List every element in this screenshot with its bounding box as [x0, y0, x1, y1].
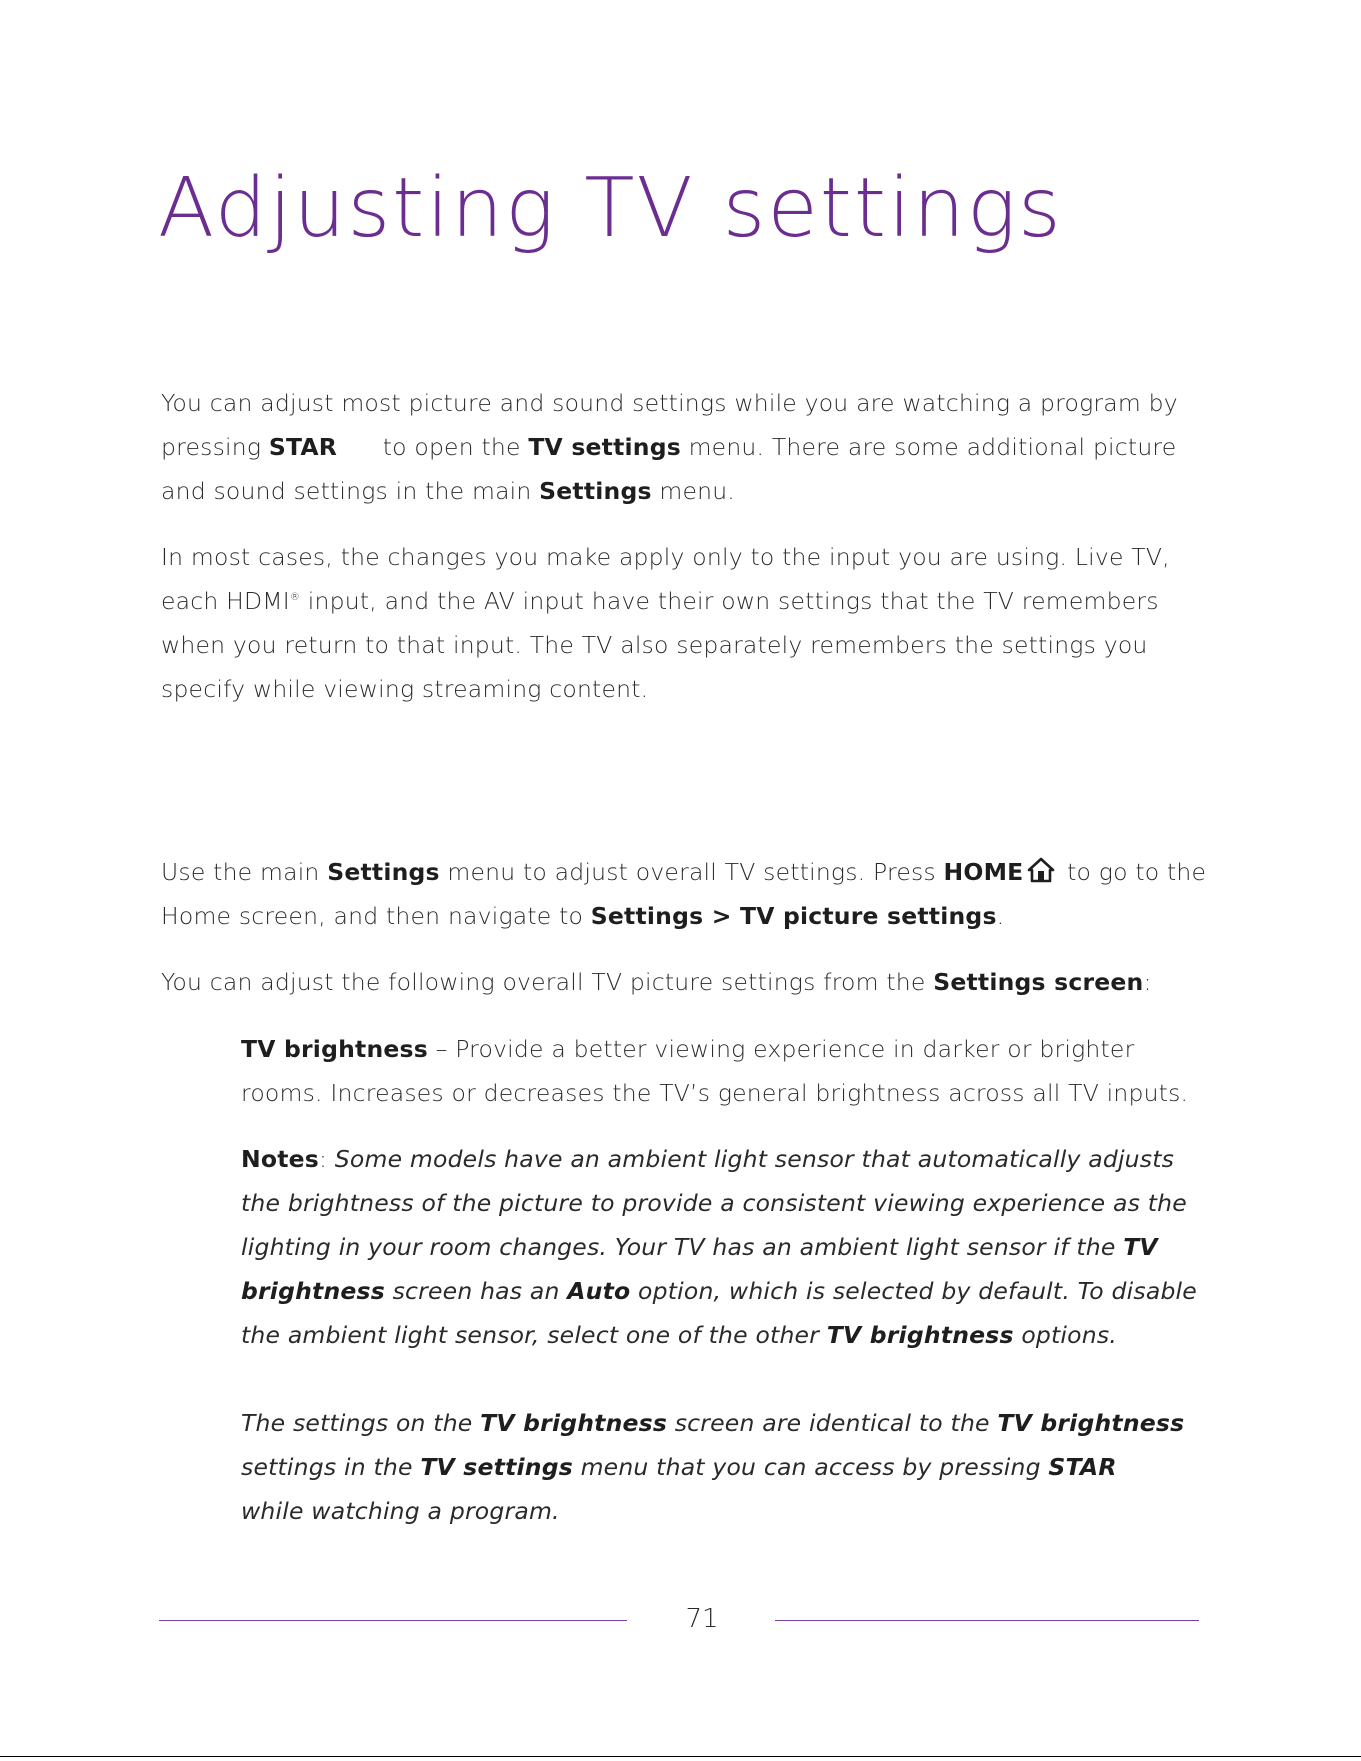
main-settings-paragraph-2: You can adjust the following overall TV picture settings from the Settings screen: — [161, 968, 1152, 996]
intro-section — [161, 381, 1211, 733]
notes-continuation — [241, 1401, 1201, 1555]
brightness-term: TV brightness — [241, 1035, 428, 1063]
intro-paragraph-2: In most cases, the changes you make apply only to the input you are using. Live TV, each HDMI® input, and the AV input have their own settings that the TV remembers when you return to that input. The TV also separately remembers the settings you specify while viewing streaming content. — [161, 543, 1170, 703]
main-settings-paragraph-1: Use the main Settings menu to adjust overall TV settings. Press HOME to go to the Home screen, and then navigate to Settings > TV picture settings. — [161, 858, 1207, 930]
star-key-label: STAR — [1048, 1453, 1117, 1481]
settings-screen-label: Settings screen — [933, 968, 1144, 996]
settings-menu-label: Settings — [327, 858, 440, 886]
main-settings-section — [161, 850, 1211, 1026]
page-title: Adjusting TV settings — [158, 161, 1063, 256]
home-key-label: HOME — [943, 858, 1024, 886]
home-icon — [1027, 857, 1055, 883]
star-key-label: STAR — [268, 433, 338, 461]
settings-path: Settings > TV picture settings — [590, 902, 997, 930]
registered-mark: ® — [289, 592, 301, 604]
footer-rule-left — [159, 1620, 627, 1621]
notes-paragraph: Notes: Some models have an ambient light sensor that automatically adjusts the brightness of the picture to provide a consistent viewing experience as the lighting in your room changes. Your TV has an ambient light sensor if the TV brightness screen has an Auto option, which is selected by default. To disable the ambient light sensor, select one of the other TV brightness options. — [241, 1145, 1197, 1349]
intro-paragraph-1: You can adjust most picture and sound settings while you are watching a program by pressing STAR to open the TV settings menu. There are some additional picture and sound settings in the main Settings menu. — [161, 389, 1178, 505]
brightness-item — [241, 1027, 1201, 1379]
notes-paragraph-2: The settings on the TV brightness screen are identical to the TV brightness settings in the TV settings menu that you can access by pressing STAR while watching a program. — [241, 1409, 1185, 1525]
page-number: 71 — [685, 1604, 719, 1634]
footer-rule-right — [775, 1620, 1199, 1621]
page-bottom-edge — [0, 1756, 1361, 1757]
settings-menu-label: Settings — [539, 477, 652, 505]
notes-label: Notes — [241, 1145, 319, 1173]
tv-settings-menu-label: TV settings — [528, 433, 681, 461]
brightness-description: TV brightness – Provide a better viewing experience in darker or brighter rooms. Increases or decreases the TV’s general brightness across all TV inputs. — [241, 1035, 1189, 1107]
